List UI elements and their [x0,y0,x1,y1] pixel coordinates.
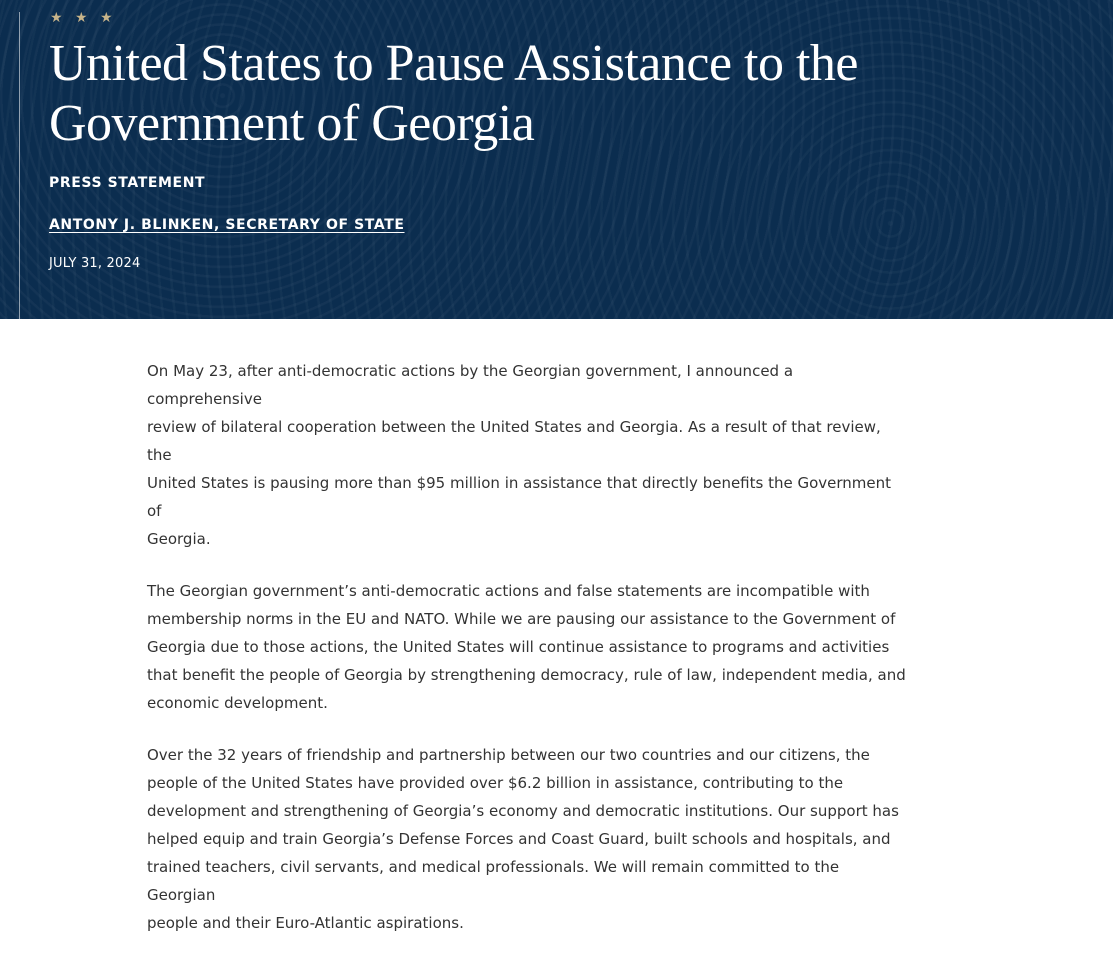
page-title: United States to Pause Assistance to the Government of Georgia [49,35,859,152]
publication-date: JULY 31, 2024 [49,256,141,271]
body-paragraph: On May 23, after anti-democratic actions by the Georgian government, I announced a comprehensive review of bilateral cooperation between the United States and Georgia. As a result of that review, the United States is pausing more than $95 million in assistance that directly benefits the Government of Georgia. [147,362,892,548]
statement-type-label: PRESS STATEMENT [49,175,206,191]
body-paragraph: The Georgian government’s anti-democratic actions and false statements are incompatible with membership norms in the EU and NATO. While we are pausing our assistance to the Government of Georgia due to those actions, the United States will continue assistance to programs and activities that benefit the people of Georgia by strengthening democracy, rule of law, independent media, and economic development. [147,582,906,712]
author-link[interactable]: ANTONY J. BLINKEN, SECRETARY OF STATE [49,217,405,233]
stars-icon: ★ ★ ★ [50,10,117,26]
vertical-divider-line [19,12,20,319]
hero-banner [0,0,1113,319]
body-paragraph: Over the 32 years of friendship and partnership between our two countries and our citizens, the people of the United States have provided over $6.2 billion in assistance, contributing to the development and strengthening of Georgia’s economy and democratic institutions. Our support has helped equip and train Georgia’s Defense Forces and Coast Guard, built schools and hospitals, and trained teachers, civil servants, and medical professionals. We will remain committed to the Georgian people and their Euro-Atlantic aspirations. [147,746,899,932]
statement-body [147,357,907,961]
